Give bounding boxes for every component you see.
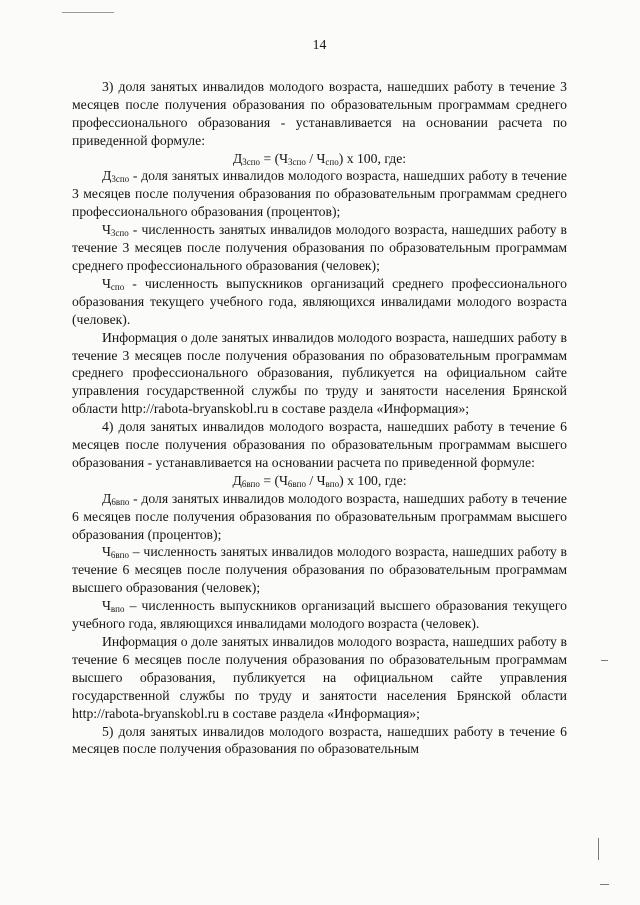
formula-subscript: 3спо [242, 156, 261, 167]
def-subscript: 6впо [110, 550, 129, 561]
formula-6vpo [72, 472, 567, 490]
formula-subscript: 6впо [287, 478, 306, 489]
definition-ch3spo [72, 221, 567, 275]
scan-speck [600, 884, 609, 885]
formula-part: ) x 100, где: [338, 150, 407, 166]
scan-speck [598, 838, 599, 860]
formula-subscript: спо [325, 156, 339, 167]
definition-d6vpo [72, 490, 567, 544]
def-subscript: 6впо [111, 496, 130, 507]
item-4-info: Информация о доле занятых инвалидов молодого возраста, нашедших работу в течение 6 месяцев после получения образования по образовательным программам высшего образования, публикуется на официальном сайте управления государственной службы по труду и занятости населения Брянской области http://rabota-bryanskobl.ru в составе раздела «Информация»; [72, 634, 567, 721]
formula-lhs-symbol: Д [232, 472, 242, 488]
def-subscript: 3спо [110, 228, 129, 239]
scan-speck [601, 660, 608, 661]
def-symbol: Ч [102, 598, 111, 614]
formula-part: ) x 100, где: [339, 472, 407, 488]
item-3-info: Информация о доле занятых инвалидов молодого возраста, нашедших работу в течение 3 месяцев после получения образования по образовательным программам среднего профессионального образования, публикуется на официальном сайте управления государственной службы по труду и занятости населения Брянской области http://rabota-bryanskobl.ru в составе раздела «Информация»; [72, 329, 567, 417]
item-5-intro: 5) доля занятых инвалидов молодого возраста, нашедших работу в течение 6 месяцев после получения образования по образовательным [72, 723, 567, 757]
def-text: - доля занятых инвалидов молодого возраста, нашедших работу в течение 3 месяцев после получения образования по образовательным программам среднего профессионального образования (процентов); [72, 168, 567, 220]
definition-chspo [72, 275, 567, 329]
formula-lhs-symbol: Д [232, 150, 243, 166]
item-3-intro: 3) доля занятых инвалидов молодого возраста, нашедших работу в течение 3 месяцев после получения образования по образовательным программам среднего профессионального образования - устанавливается на основании расчета по приведенной формуле: [72, 78, 567, 148]
def-symbol: Д [102, 168, 112, 184]
formula-part: / Ч [305, 150, 326, 166]
def-text: - численность занятых инвалидов молодого возраста, нашедших работу в течение 3 месяцев после получения образования по образовательным программам среднего профессионального образования (человек); [72, 222, 567, 273]
definition-ch6vpo [72, 543, 567, 597]
def-subscript: 3спо [111, 174, 130, 185]
def-symbol: Ч [102, 222, 111, 238]
formula-part: / Ч [306, 472, 326, 488]
definition-chvpo [72, 597, 567, 633]
formula-subscript: 6впо [241, 478, 260, 489]
formula-part: = (Ч [260, 150, 289, 166]
definition-d3spo [72, 167, 567, 221]
def-symbol: Д [102, 490, 112, 506]
def-symbol: Ч [102, 544, 111, 560]
def-subscript: впо [110, 604, 125, 615]
def-text: - доля занятых инвалидов молодого возраста, нашедших работу в течение 6 месяцев после получения образования по образовательным программам высшего образования (процентов); [72, 490, 567, 542]
def-symbol: Ч [102, 275, 111, 291]
def-text: – численность занятых инвалидов молодого возраста, нашедших работу в течение 6 месяцев после получения образования по образовательным программам высшего образования (человек); [72, 544, 567, 596]
formula-part: = (Ч [259, 472, 288, 488]
item-4-intro: 4) доля занятых инвалидов молодого возраста, нашедших работу в течение 6 месяцев после получения образования по образовательным программам высшего образования - устанавливается на основании расчета по приведенной формуле: [72, 419, 567, 470]
formula-3spo [72, 150, 567, 168]
page-number: 14 [312, 37, 327, 52]
def-text: – численность выпускников организаций высшего образования текущего учебного года, являющихся инвалидами молодого возраста (человек). [72, 598, 567, 632]
formula-subscript: впо [325, 478, 340, 489]
document-page [72, 36, 567, 758]
def-subscript: спо [110, 281, 125, 292]
scan-artifact-line [62, 12, 114, 13]
def-text: - численность выпускников организаций среднего профессионального образования текущего учебного года, являющихся инвалидами молодого возраста (человек). [72, 275, 567, 327]
formula-subscript: 3спо [288, 156, 306, 167]
